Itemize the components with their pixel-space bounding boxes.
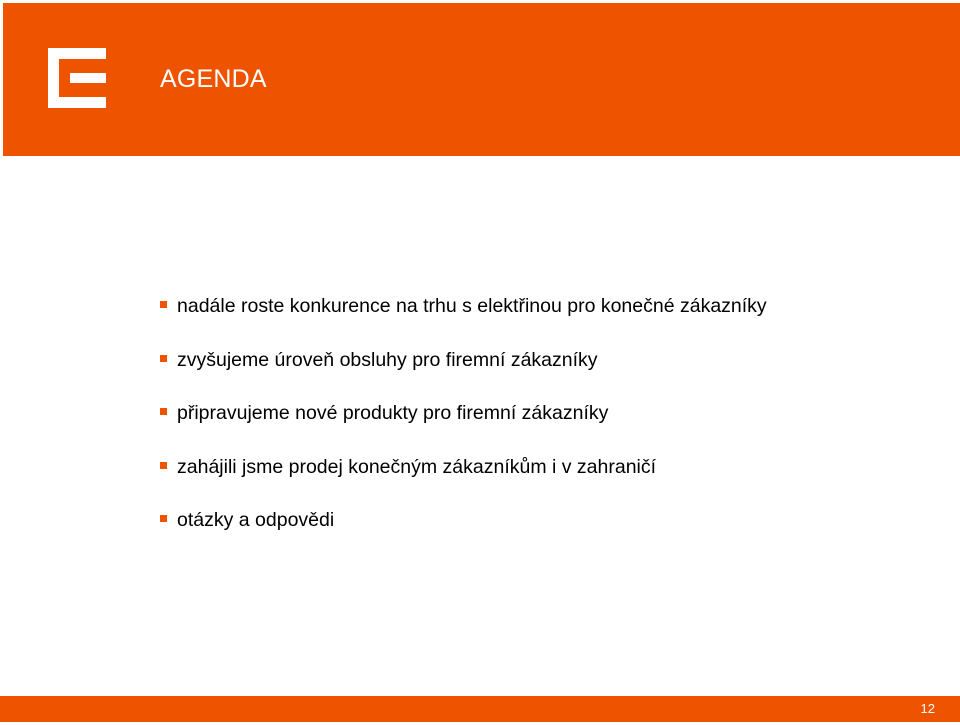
list-item-text: zvyšujeme úroveň obsluhy pro firemní zákazníky xyxy=(177,348,598,371)
page-title: AGENDA xyxy=(160,65,267,93)
agenda-list xyxy=(160,292,767,560)
square-bullet-icon xyxy=(160,462,167,469)
list-item-text: otázky a odpovědi xyxy=(177,509,335,531)
footer-bar xyxy=(0,696,960,722)
square-bullet-icon xyxy=(160,515,167,522)
list-item-text: připravujeme nové produkty pro firemní zákazníky xyxy=(177,402,609,424)
list-item xyxy=(160,453,767,507)
list-item-text: nadále roste konkurence na trhu s elektřinou pro konečné zákazníky xyxy=(177,295,767,317)
list-item xyxy=(160,399,767,453)
list-item-text: zahájili jsme prodej konečným zákazníkům i v zahraničí xyxy=(177,455,657,478)
list-item xyxy=(160,292,767,346)
page-number: 12 xyxy=(920,701,935,716)
square-bullet-icon xyxy=(160,301,167,308)
square-bullet-icon xyxy=(160,355,167,362)
square-bullet-icon xyxy=(160,408,167,415)
list-item xyxy=(160,506,767,560)
header-bar xyxy=(3,3,960,156)
cez-logo-icon xyxy=(48,48,106,108)
list-item xyxy=(160,346,767,400)
